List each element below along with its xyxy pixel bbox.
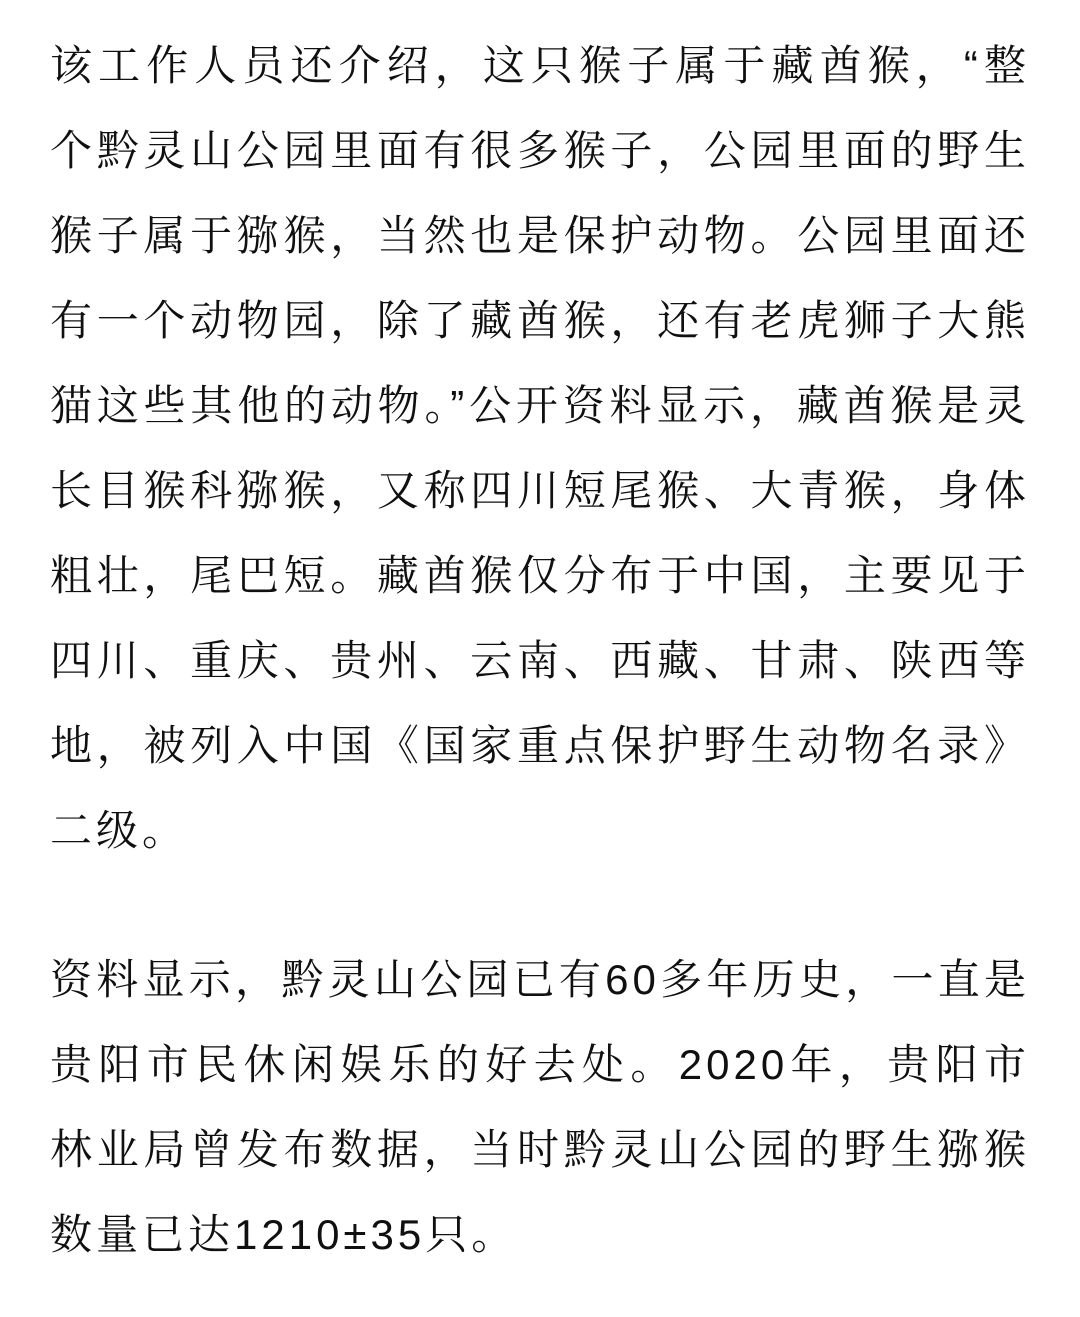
article-paragraph-2: 资料显示，黔灵山公园已有60多年历史，一直是贵阳市民休闲娱乐的好去处。2020年，贵阳市林业局曾发布数据，当时黔灵山公园的野生猕猴数量已达1210±35只。 (50, 956, 1030, 1258)
article-paragraph-1: 该工作人员还介绍，这只猴子属于藏酋猴，“整个黔灵山公园里面有很多猴子，公园里面的野生猴子属于猕猴，当然也是保护动物。公园里面还有一个动物园，除了藏酋猴，还有老虎狮子大熊猫这些其他的动物。”公开资料显示，藏酋猴是灵长目猴科猕猴，又称四川短尾猴、大青猴，身体粗壮，尾巴短。藏酋猴仅分布于中国，主要见于四川、重庆、贵州、云南、西藏、甘肃、陕西等地，被列入中国《国家重点保护野生动物名录》二级。 (50, 42, 1030, 854)
